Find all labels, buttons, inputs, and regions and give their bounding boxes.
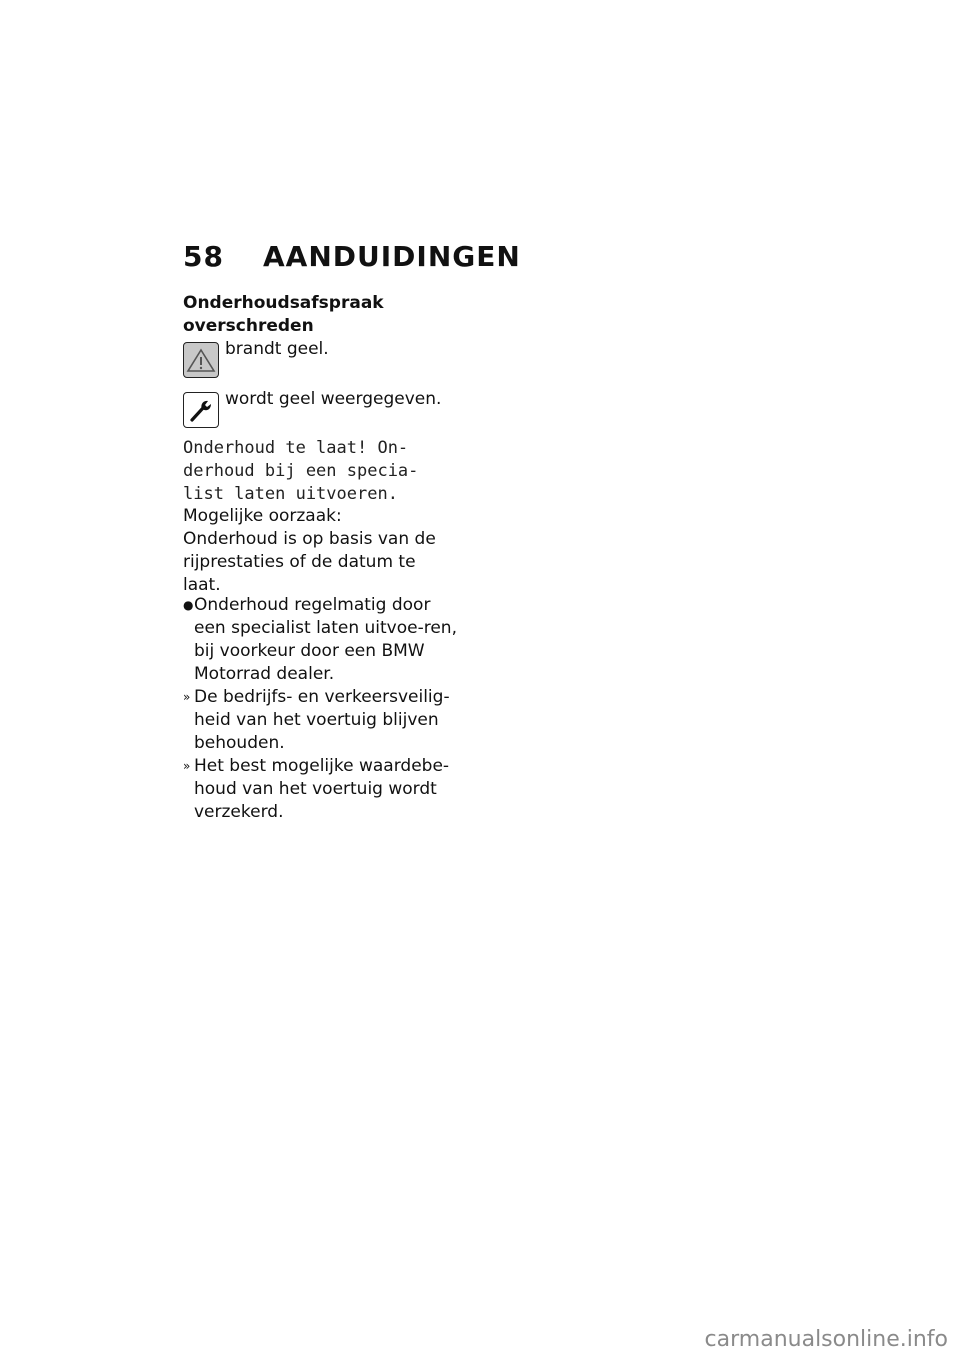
display-message: Onderhoud te laat! On- derhoud bij een specia- list laten uitvoeren.: [183, 438, 419, 504]
action-text: Onderhoud regelmatig door een specialist laten uitvoe-ren, bij voorkeur door een BMW Motorrad dealer.: [194, 595, 457, 684]
result-text: De bedrijfs- en verkeersveilig-heid van het voertuig blijven behouden.: [194, 687, 450, 753]
warning-indicator-text: brandt geel.: [225, 339, 329, 359]
result-arrow-icon: »: [183, 759, 191, 773]
result-arrow-icon: »: [183, 690, 191, 704]
watermark: carmanualsonline.info: [704, 1327, 948, 1352]
warning-triangle-icon: [183, 342, 219, 378]
service-indicator-text: wordt geel weergegeven.: [225, 389, 442, 409]
page-number: 58: [183, 240, 224, 273]
cause-text: Onderhoud is op basis van de rijprestaties of de datum te laat.: [183, 529, 436, 595]
section-title: Onderhoudsafspraak overschreden: [183, 293, 384, 336]
result-text: Het best mogelijke waardebe-houd van het voertuig wordt verzekerd.: [194, 756, 450, 822]
wrench-icon: [183, 392, 219, 428]
service-indicator-row: [183, 389, 442, 428]
result-item: [183, 686, 458, 755]
instruction-list: [183, 594, 458, 824]
result-item: [183, 755, 458, 824]
page-header: [183, 240, 521, 273]
action-item: [183, 594, 458, 686]
cause-label: Mogelijke oorzaak:: [183, 506, 342, 526]
warning-indicator-row: [183, 339, 329, 378]
bullet-icon: ●: [183, 598, 194, 612]
chapter-title: AANDUIDINGEN: [263, 240, 521, 273]
